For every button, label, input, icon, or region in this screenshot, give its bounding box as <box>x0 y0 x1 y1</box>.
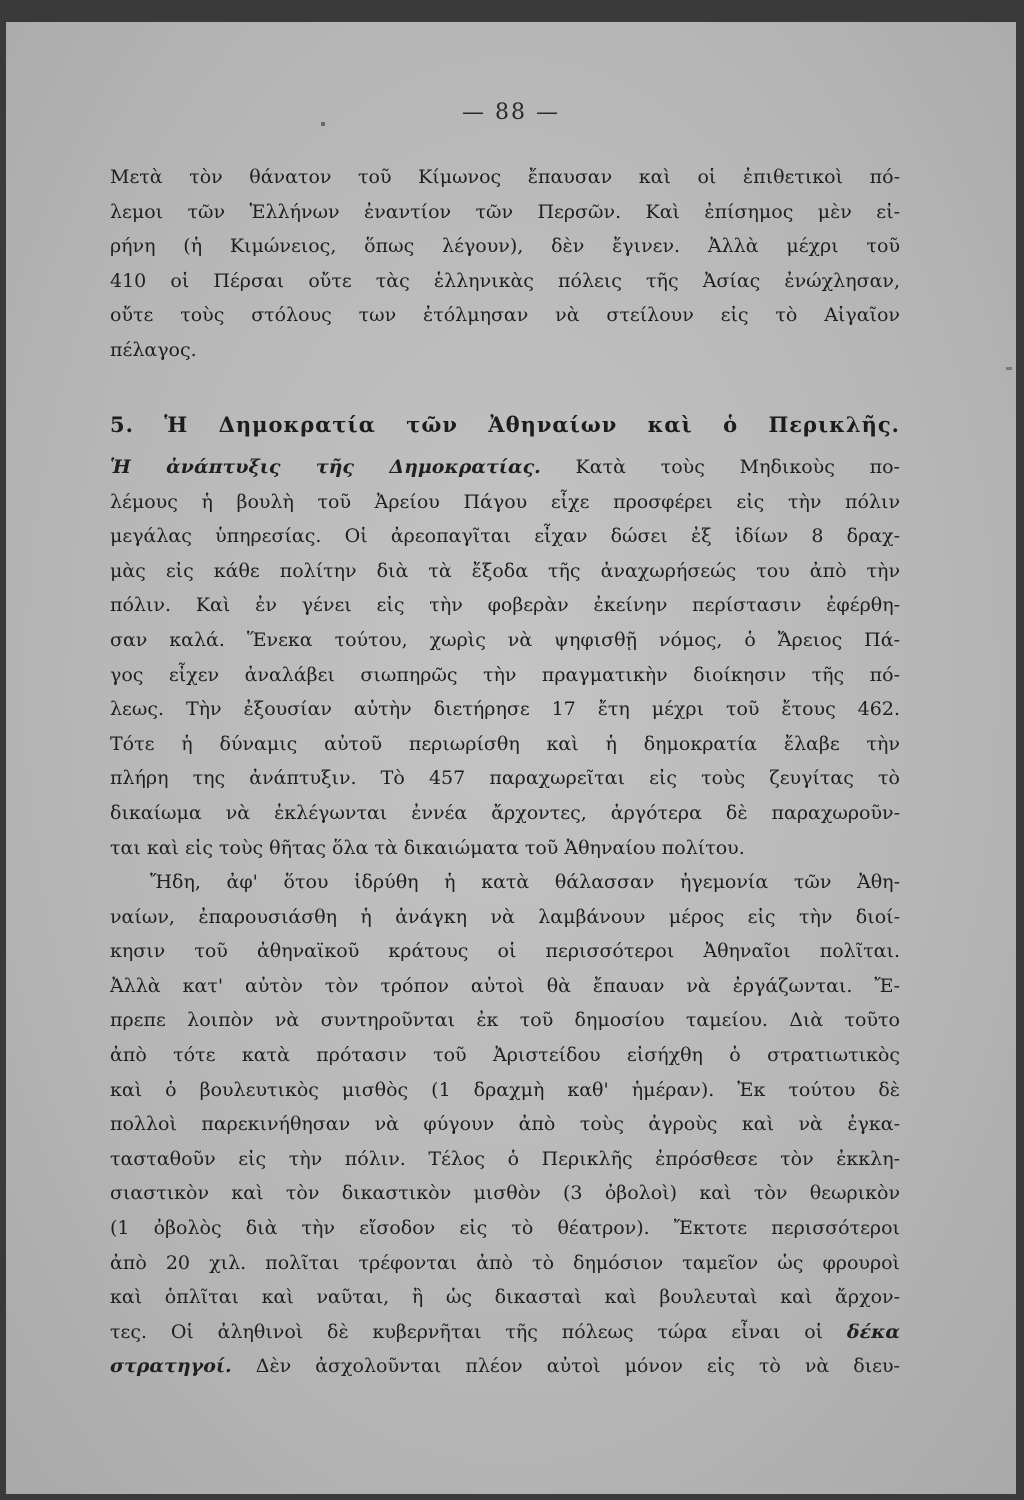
text-line: λέμους ἡ βουλὴ τοῦ Ἀρείου Πάγου εἶχε προσφέρει εἰς τὴν πόλιν <box>110 490 900 513</box>
text-line: Ἀλλὰ κατ' αὐτὸν τὸν τρόπον αὐτοὶ θὰ ἔπαυαν νὰ ἐργάζωνται. Ἔ- <box>110 974 900 997</box>
paragraph-2 <box>110 450 900 865</box>
text-line: Μετὰ τὸν θάνατον τοῦ Κίμωνος ἔπαυσαν καὶ οἱ ἐπιθετικοὶ πό- <box>110 166 900 188</box>
text-line: (1 ὀβολὸς διὰ τὴν εἴσοδον εἰς τὸ θέατρον). Ἔκτοτε περισσότεροι <box>110 1216 900 1239</box>
text-line: πέλαγος. <box>110 338 197 361</box>
text-line: τασταθοῦν εἰς τὴν πόλιν. Τέλος ὁ Περικλῆς ἐπρόσθεσε τὸν ἐκκλη- <box>110 1147 900 1170</box>
page-number: — 88 — <box>462 100 560 125</box>
subheading: Ἡ ἀνάπτυξις τῆς Δημοκρατίας. <box>110 456 541 478</box>
text-fragment: Κατὰ τοὺς Μηδικοὺς πο- <box>575 456 900 478</box>
text-line: ἀπὸ τότε κατὰ πρότασιν τοῦ Ἀριστείδου εἰσήχθη ὁ στρατιωτικὸς <box>110 1043 900 1066</box>
text-line: οὔτε τοὺς στόλους των ἐτόλμησαν νὰ στείλουν εἰς τὸ Αἰγαῖον <box>110 304 900 327</box>
text-fragment: Δὲν ἀσχολοῦνται πλέον αὐτοὶ μόνον εἰς τὸ νὰ διευ- <box>255 1355 900 1378</box>
text-line: κησιν τοῦ ἀθηναϊκοῦ κράτους οἱ περισσότεροι Ἀθηναῖοι πολῖται. <box>110 940 900 963</box>
emphasis-deka: δέκα <box>846 1320 900 1343</box>
text-line: Τότε ἡ δύναμις αὐτοῦ περιωρίσθη καὶ ἡ δημοκρατία ἔλαβε τὴν <box>110 732 900 755</box>
text-line: δικαίωμα νὰ ἐκλέγωνται ἐννέα ἄρχοντες, ἀργότερα δὲ παραχωροῦν- <box>110 801 900 824</box>
text-line: σιαστικὸν καὶ τὸν δικαστικὸν μισθὸν (3 ὀβολοὶ) καὶ τὸν θεωρικὸν <box>110 1182 900 1205</box>
text-line: σαν καλά. Ἕνεκα τούτου, χωρὶς νὰ ψηφισθῇ νόμος, ὁ Ἄρειος Πά- <box>110 628 900 651</box>
text-line: ρήνη (ἡ Κιμώνειος, ὅπως λέγουν), δὲν ἔγινεν. Ἀλλὰ μέχρι τοῦ <box>110 235 900 258</box>
text-fragment: τες. Οἱ ἀληθινοὶ δὲ κυβερνῆται τῆς πόλεως τώρα εἶναι οἱ <box>110 1320 824 1343</box>
text-line: λεως. Τὴν ἐξουσίαν αὐτὴν διετήρησε 17 ἔτη μέχρι τοῦ ἔτους 462. <box>110 698 900 721</box>
text-line: λεμοι τῶν Ἑλλήνων ἐναντίον τῶν Περσῶν. Καὶ ἐπίσημος μὲν εἰ- <box>110 200 900 223</box>
text-line: καὶ ὁπλῖται καὶ ναῦται, ἢ ὡς δικασταὶ καὶ βουλευταὶ καὶ ἄρχον- <box>110 1286 900 1309</box>
scan-mark <box>1006 367 1012 370</box>
text-line: Ἤδη, ἀφ' ὅτου ἱδρύθη ἡ κατὰ θάλασσαν ἡγεμονία τῶν Ἀθη- <box>150 871 900 893</box>
text-line: καὶ ὁ βουλευτικὸς μισθὸς (1 δραχμὴ καθ' ἡμέραν). Ἐκ τούτου δὲ <box>110 1078 900 1101</box>
text-line: ἀπὸ 20 χιλ. πολῖται τρέφονται ἀπὸ τὸ δημόσιον ταμεῖον ὡς φρουροὶ <box>110 1251 900 1274</box>
text-line: μεγάλας ὑπηρεσίας. Οἱ ἀρεοπαγῖται εἶχαν δώσει ἐξ ἰδίων 8 δραχ- <box>110 525 900 548</box>
text-line <box>110 450 900 485</box>
section-heading: 5. Ἡ Δημοκρατία τῶν Ἀθηναίων καὶ ὁ Περικλῆς. <box>110 412 900 437</box>
text-line <box>110 1349 900 1384</box>
paragraph-1 <box>110 160 900 368</box>
book-page <box>6 22 1016 1494</box>
text-line: πλήρη της ἀνάπτυξιν. Τὸ 457 παραχωρεῖται εἰς τοὺς ζευγίτας τὸ <box>110 767 900 790</box>
emphasis-strategoi: στρατηγοί. <box>110 1355 232 1378</box>
text-line: πόλιν. Καὶ ἐν γένει εἰς τὴν φοβερὰν ἐκείνην περίστασιν ἐφέρθη- <box>110 594 900 617</box>
text-line: 410 οἱ Πέρσαι οὔτε τὰς ἑλληνικὰς πόλεις τῆς Ἀσίας ἐνώχλησαν, <box>110 269 900 292</box>
paragraph-3 <box>110 865 900 1384</box>
text-line: γος εἶχεν ἀναλάβει σιωπηρῶς τὴν πραγματικὴν διοίκησιν τῆς πό- <box>110 663 900 686</box>
text-line: ται καὶ εἰς τοὺς θῆτας ὅλα τὰ δικαιώματα τοῦ Ἀθηναίου πολίτου. <box>110 836 745 859</box>
text-line: ναίων, ἐπαρουσιάσθη ἡ ἀνάγκη νὰ λαμβάνουν μέρος εἰς τὴν διοί- <box>110 905 900 928</box>
scan-mark <box>321 122 325 126</box>
text-line: πρεπε λοιπὸν νὰ συντηροῦνται ἐκ τοῦ δημοσίου ταμείου. Διὰ τοῦτο <box>110 1009 900 1032</box>
text-line <box>110 1315 900 1350</box>
text-line: μὰς εἰς κάθε πολίτην διὰ τὰ ἔξοδα τῆς ἀναχωρήσεώς του ἀπὸ τὴν <box>110 559 900 582</box>
text-line: πολλοὶ παρεκινήθησαν νὰ φύγουν ἀπὸ τοὺς ἀγροὺς καὶ νὰ ἐγκα- <box>110 1113 900 1136</box>
